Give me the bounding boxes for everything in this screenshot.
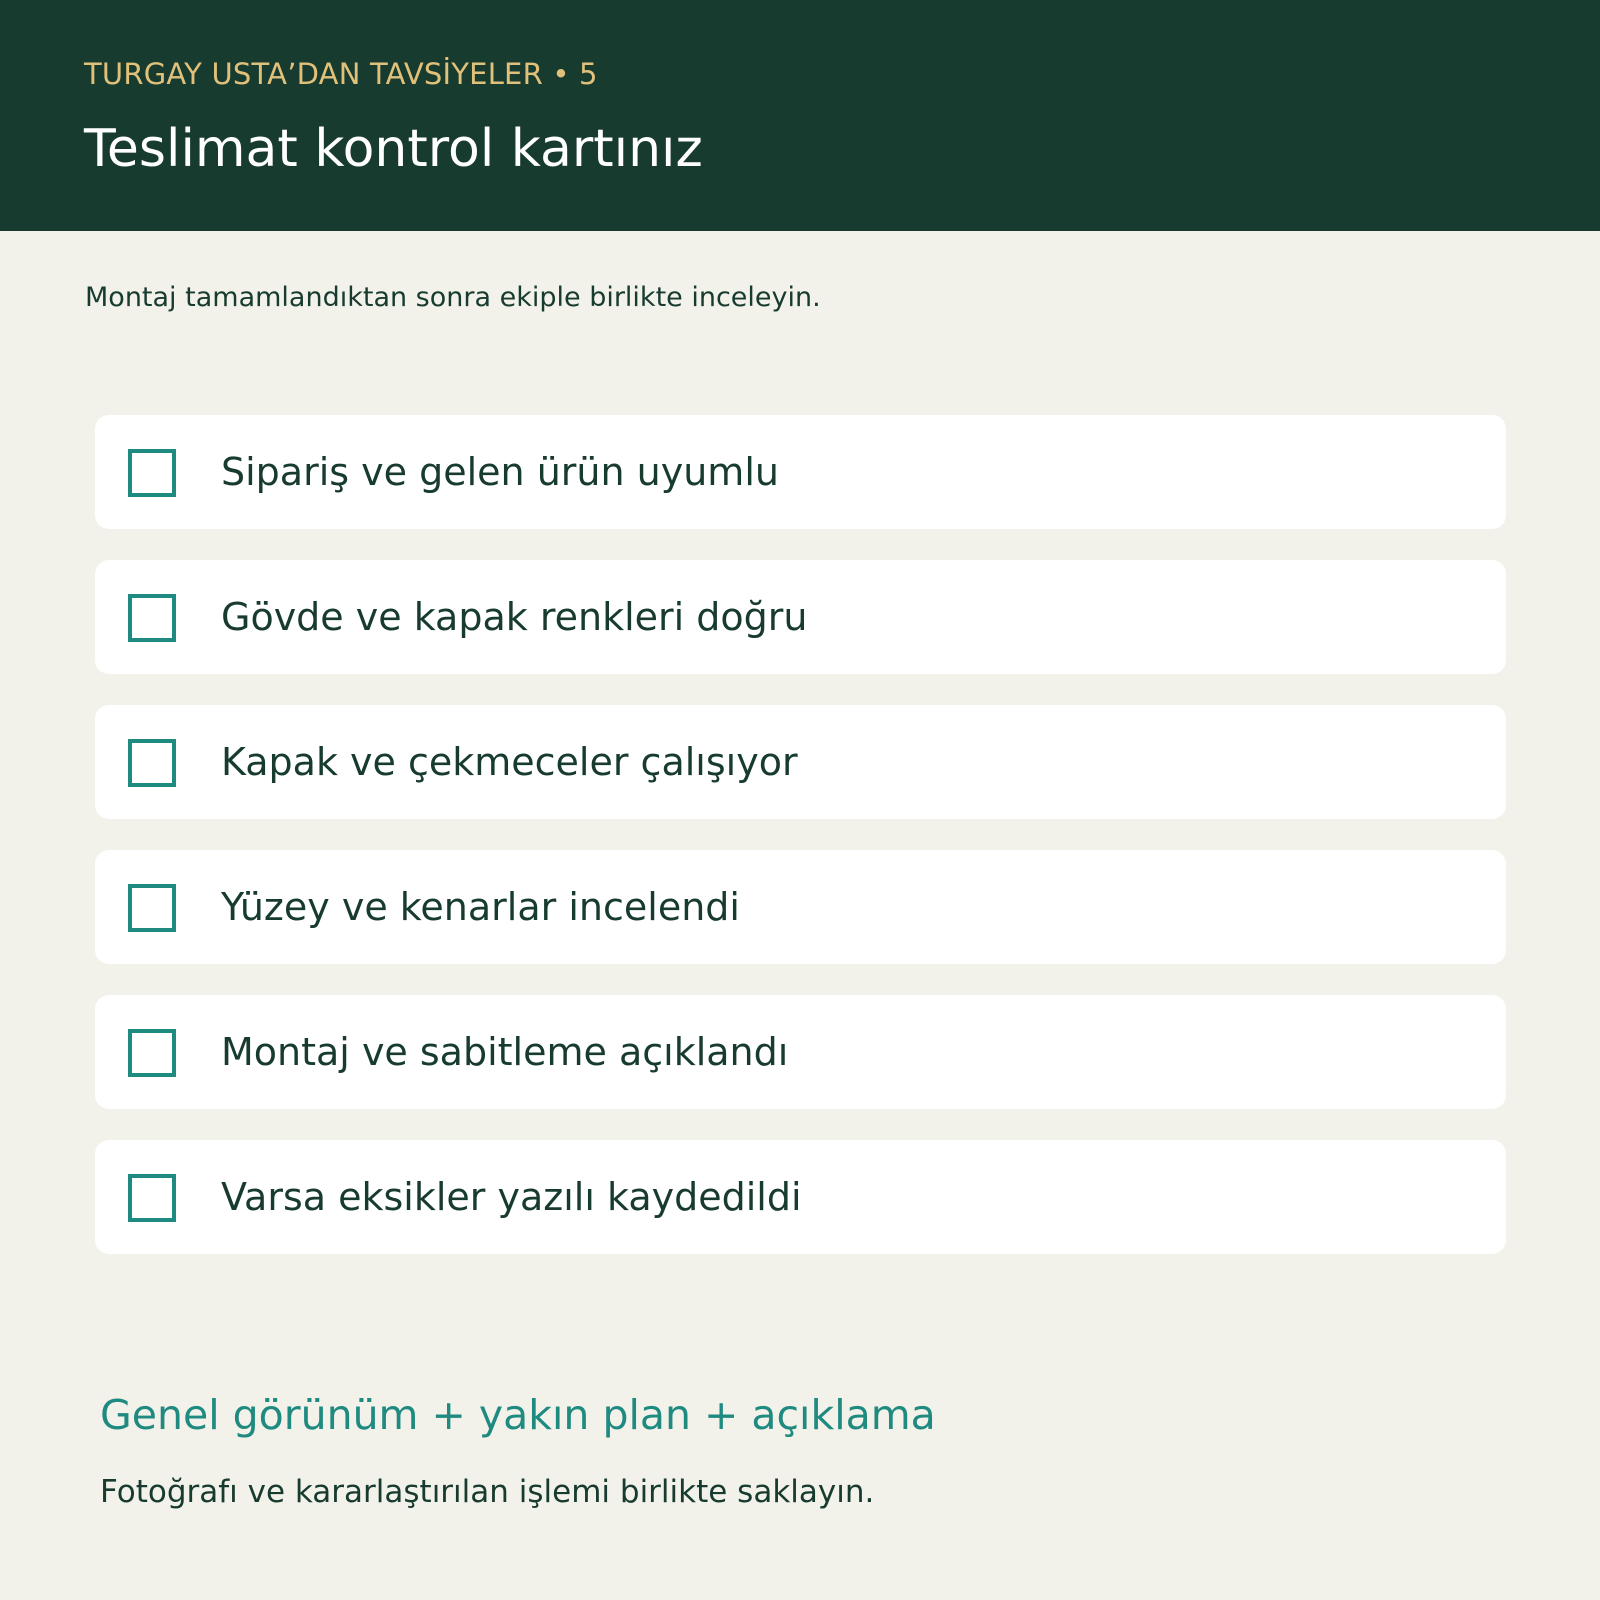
checklist-item-assembly[interactable] — [95, 995, 1506, 1109]
checklist-item-label: Kapak ve çekmeceler çalışıyor — [221, 740, 798, 784]
checkbox-icon[interactable] — [128, 449, 176, 497]
checklist-item-label: Montaj ve sabitleme açıklandı — [221, 1030, 789, 1074]
checklist-item-missing-records[interactable] — [95, 1140, 1506, 1254]
photo-tip-heading: Genel görünüm + yakın plan + açıklama — [100, 1391, 936, 1439]
checklist-item-order-match[interactable] — [95, 415, 1506, 529]
header-banner — [0, 0, 1600, 231]
checkbox-icon[interactable] — [128, 594, 176, 642]
checklist-item-label: Varsa eksikler yazılı kaydedildi — [221, 1175, 802, 1219]
checkbox-icon[interactable] — [128, 1174, 176, 1222]
checkbox-icon[interactable] — [128, 884, 176, 932]
page-title: Teslimat kontrol kartınız — [84, 119, 703, 179]
checklist-item-label: Gövde ve kapak renkleri doğru — [221, 595, 808, 639]
delivery-checklist — [95, 415, 1506, 1285]
checklist-item-label: Yüzey ve kenarlar incelendi — [221, 885, 740, 929]
photo-tip-note: Fotoğrafı ve kararlaştırılan işlemi birlikte saklayın. — [100, 1474, 875, 1510]
checkbox-icon[interactable] — [128, 1029, 176, 1077]
checklist-item-surfaces[interactable] — [95, 850, 1506, 964]
checklist-item-colors[interactable] — [95, 560, 1506, 674]
series-label: TURGAY USTA’DAN TAVSİYELER • 5 — [84, 57, 598, 91]
intro-text: Montaj tamamlandıktan sonra ekiple birlikte inceleyin. — [85, 282, 821, 313]
checklist-item-doors-drawers[interactable] — [95, 705, 1506, 819]
checkbox-icon[interactable] — [128, 739, 176, 787]
checklist-item-label: Sipariş ve gelen ürün uyumlu — [221, 450, 779, 494]
